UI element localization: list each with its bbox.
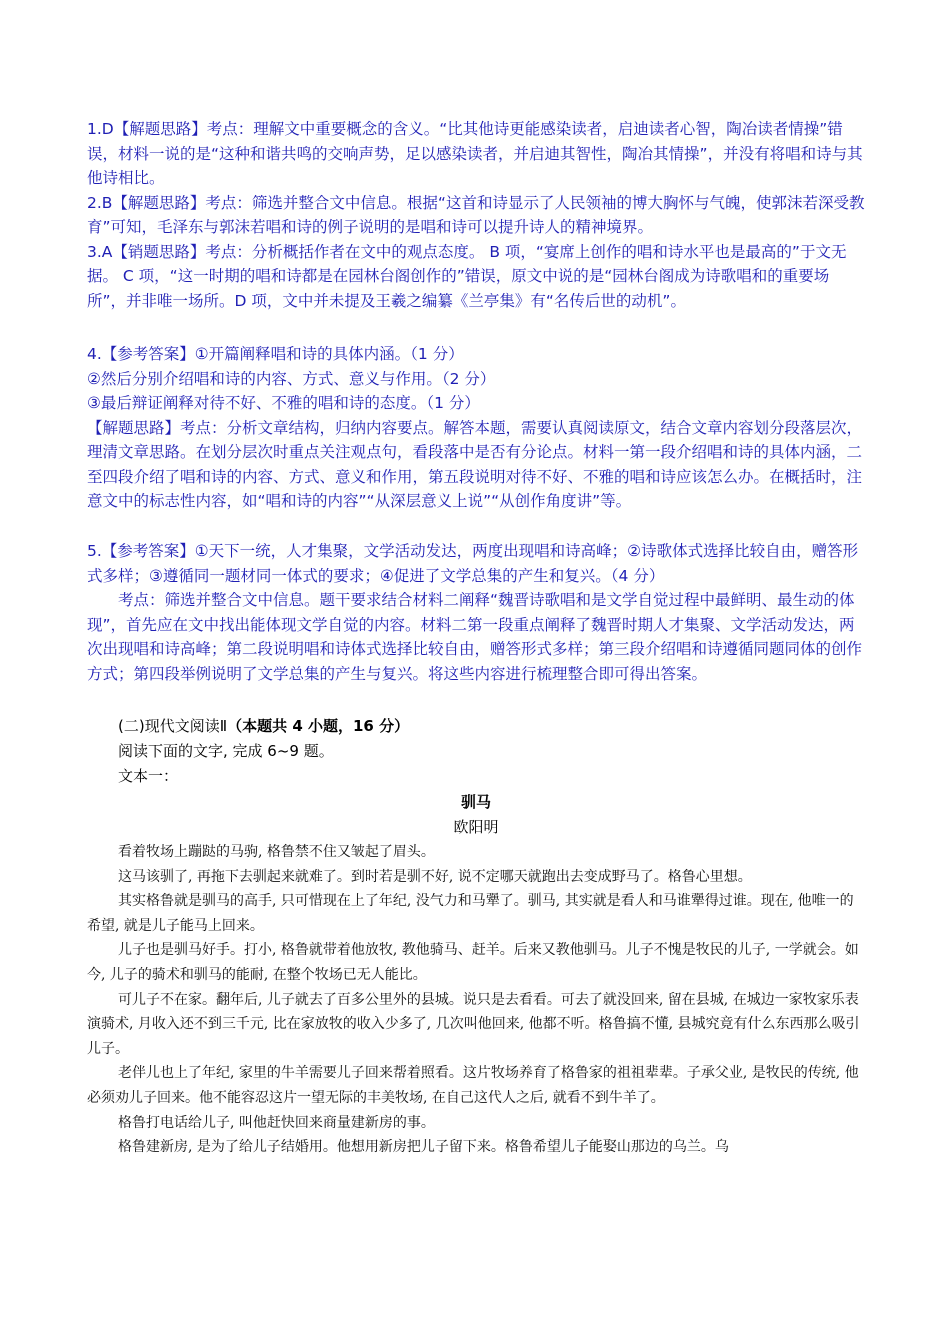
story-paragraph: 格鲁打电话给儿子, 叫他赶快回来商量建新房的事。: [118, 1114, 435, 1131]
story-paragraph: 儿子也是驯马好手。打小, 格鲁就带着他放牧, 教他骑马、赶羊。后来又教他驯马。儿子不愧是牧民的儿子, 一学就会。如今, 儿子的骑术和驯马的能耐, 在整个牧场已无人能比。: [87, 942, 859, 983]
answer-block-4: [87, 342, 867, 514]
section-heading: [118, 714, 896, 739]
answer-q2: 2.B【解题思路】考点：筛选并整合文中信息。根据“这首和诗显示了人民领袖的博大胸怀与气魄，使郭沫若深受教育”可知，毛泽东与郭沫若唱和诗的例子说明的是唱和诗可以提升诗人的精神境界。: [87, 193, 865, 236]
story-paragraph: 可儿子不在家。翻年后, 儿子就去了百多公里外的县城。说只是去看看。可去了就没回来, 留在县城, 在城边一家牧家乐表演骑术, 月收入还不到三千元, 比在家放牧的收入少多了, 几次叫他回来, 他都不听。格鲁搞不懂, 县城究竟有什么东西那么吸引儿子。: [87, 991, 860, 1057]
story-paragraph: 老伴儿也上了年纪, 家里的牛羊需要儿子回来帮着照看。这片牧场养育了格鲁家的祖祖辈辈。子承父业, 是牧民的传统, 他必须劝儿子回来。他不能容忍这片一望无际的丰美牧场, 在自己这代人之后, 就看不到牛羊了。: [87, 1065, 859, 1106]
story-author: 欧阳明: [453, 818, 499, 836]
section-heading-score: （本题共 4 小题，16 分）: [227, 717, 410, 735]
story-paragraph: 格鲁建新房, 是为了给儿子结婚用。他想用新房把儿子留下来。格鲁希望儿子能娶山那边的乌兰。乌: [118, 1139, 729, 1156]
section-instruction: 阅读下面的文字, 完成 6~9 题。: [118, 742, 334, 760]
answer-q4-point3: ③最后辩证阐释对待不好、不雅的唱和诗的态度。（1 分）: [87, 394, 480, 412]
answer-q1: 1.D【解题思路】考点：理解文中重要概念的含义。“比其他诗更能感染读者，启迪读者心智，陶冶读者情操”错误，材料一说的是“这种和谐共鸣的交响声势，足以感染读者，并启迪其智性，陶冶其情操”，并没有将唱和诗与其他诗相比。: [87, 120, 863, 187]
text-label: 文本一：: [118, 767, 179, 785]
story-paragraph: 看着牧场上蹦跶的马驹, 格鲁禁不住又皱起了眉头。: [118, 844, 435, 860]
answer-block-5: [87, 539, 867, 686]
answer-block-1-3: [87, 117, 867, 313]
section-heading-label: (二)现代文阅读Ⅱ: [118, 717, 228, 735]
story-paragraph: 其实格鲁就是驯马的高手, 只可惜现在上了年纪, 没气力和马犟了。驯马, 其实就是看人和马谁犟得过谁。现在, 他唯一的希望, 就是儿子能马上回来。: [87, 893, 854, 934]
answer-q3: 3.A【销题思路】考点：分析概括作者在文中的观点态度。 B 项，“宴席上创作的唱和诗水平也是最高的”于文无据。 C 项，“这一时期的唱和诗都是在园林台阁创作的”错误，原文中说的是“园林台阁成为诗歌唱和的重要场所”，并非唯一场所。D 项，文中并未提及王羲之编纂《兰亭集》有“名传后世的动机”。: [87, 242, 847, 310]
answer-q4-analysis: 【解题思路】考点：分析文章结构，归纳内容要点。解答本题，需要认真阅读原文，结合文章内容划分段落层次，理清文章思路。在划分层次时重点关注观点句，看段落中是否有分论点。材料一第一段介绍唱和诗的具体内涵，二至四段介绍了唱和诗的内容、方式、意义和作用，第五段说明对待不好、不雅的唱和诗应该怎么办。在概括时，注意文中的标志性内容，如“唱和诗的内容”“从深层意义上说”“从创作角度讲”等。: [87, 418, 863, 510]
answer-q4-point2: ②然后分别介绍唱和诗的内容、方式、意义与作用。（2 分）: [87, 369, 496, 388]
story-paragraph: 这马该驯了, 再拖下去驯起来就难了。到时若是驯不好, 说不定哪天就跑出去变成野马了。格鲁心里想。: [118, 868, 752, 885]
answer-q4-point1: 4.【参考答案】①开篇阐释唱和诗的具体内涵。（1 分）: [87, 345, 464, 363]
story-title: 驯马: [460, 793, 491, 811]
answer-q5-analysis: 考点：筛选并整合文中信息。题干要求结合材料二阐释“魏晋诗歌唱和是文学自觉过程中最鲜明、最生动的体现”，首先应在文中找出能体现文学自觉的内容。材料二第一段重点阐释了魏晋时期人才集聚、文学活动发达，两次出现唱和诗高峰；第二段说明唱和诗体式选择比较自由，赠答形式多样；第三段介绍唱和诗遵循同题同体的创作方式；第四段举例说明了文学总集的产生与复兴。将这些内容进行梳理整合即可得出答案。: [87, 591, 863, 683]
story-body: [87, 840, 865, 1160]
answer-q5-reference: 5.【参考答案】①天下一统，人才集聚，文学活动发达，两度出现唱和诗高峰；②诗歌体式选择比较自由，赠答形式多样；③遵循同一题材同一体式的要求；④促进了文学总集的产生和复兴。（4 分）: [87, 542, 859, 585]
